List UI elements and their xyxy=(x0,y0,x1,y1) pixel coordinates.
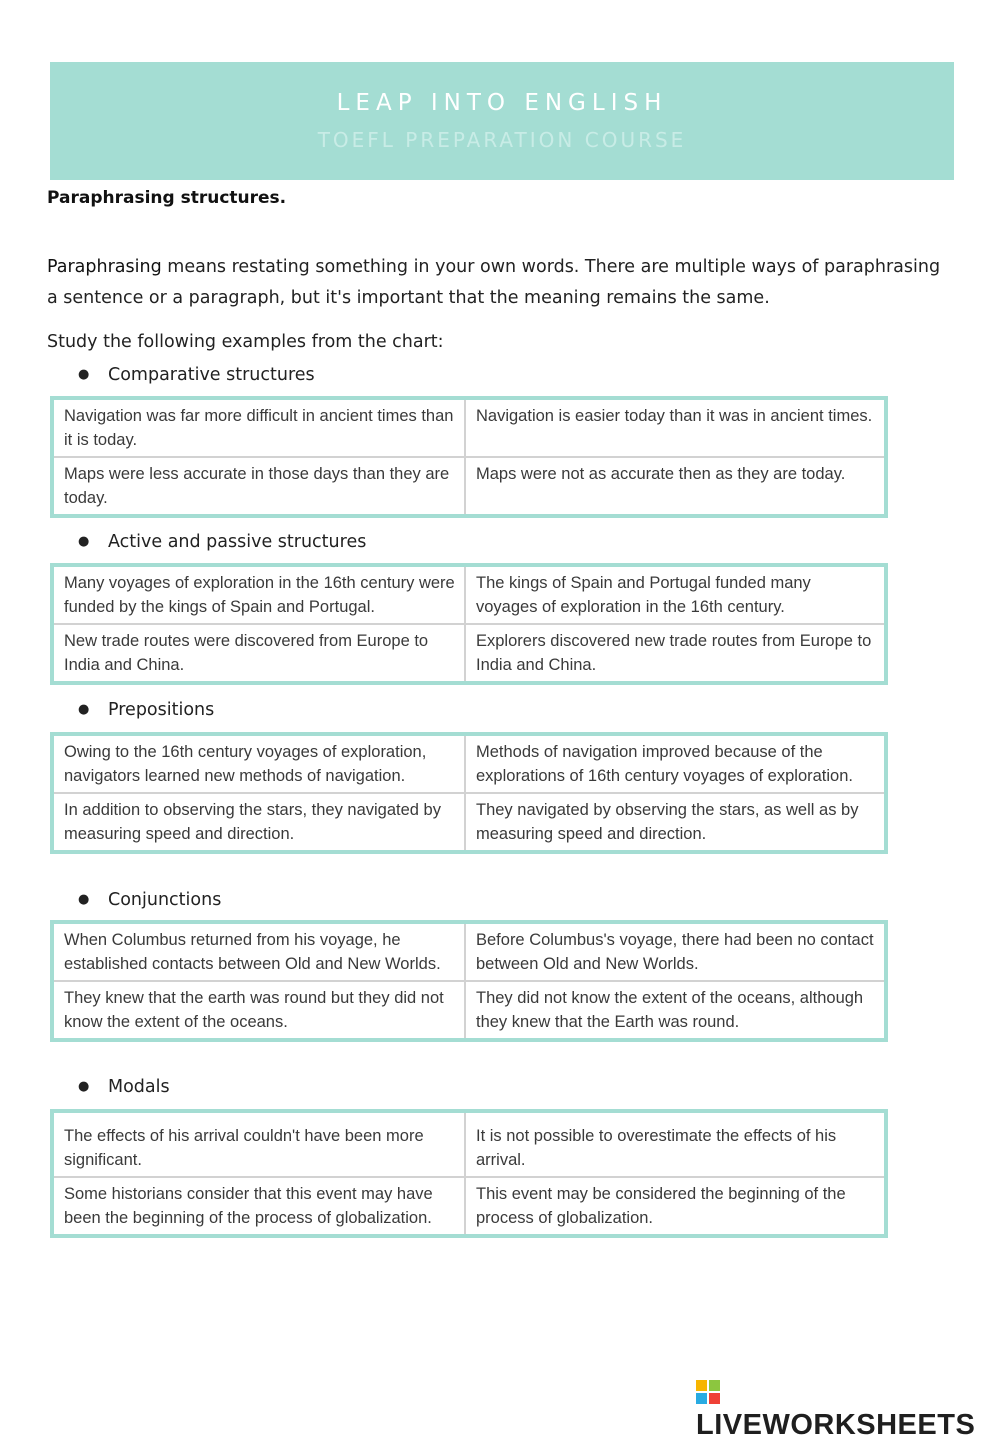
intro-text: means restating something in your own words. There are multiple ways of paraphrasing a sentence or a paragraph, but it's important that the meaning remains the same. xyxy=(47,257,941,308)
table-row xyxy=(52,981,886,1040)
paraphrased-sentence: They navigated by observing the stars, as well as by measuring speed and direction. xyxy=(465,793,886,852)
table-row xyxy=(52,1177,886,1236)
section-title-text: Modals xyxy=(108,1077,170,1097)
table-row xyxy=(52,398,886,457)
section-title xyxy=(78,365,315,385)
table-row xyxy=(52,457,886,516)
table-row xyxy=(52,565,886,624)
bullet-icon: ● xyxy=(78,367,90,382)
bullet-icon: ● xyxy=(78,702,90,717)
table-row xyxy=(52,1111,886,1177)
original-sentence: In addition to observing the stars, they navigated by measuring speed and direction. xyxy=(52,793,465,852)
section-title-text: Conjunctions xyxy=(108,890,222,910)
liveworksheets-logo xyxy=(696,1376,1000,1442)
paraphrased-sentence: Maps were not as accurate then as they are today. xyxy=(465,457,886,516)
paraphrased-sentence: The kings of Spain and Portugal funded many voyages of exploration in the 16th century. xyxy=(465,565,886,624)
table-row xyxy=(52,793,886,852)
original-sentence: Navigation was far more difficult in ancient times than it is today. xyxy=(52,398,465,457)
logo-text: LIVEWORKSHEETS xyxy=(696,1409,976,1441)
example-table xyxy=(50,1109,888,1238)
section-title-text: Active and passive structures xyxy=(108,532,367,552)
original-sentence: When Columbus returned from his voyage, he established contacts between Old and New Worlds. xyxy=(52,922,465,981)
original-sentence: Many voyages of exploration in the 16th century were funded by the kings of Spain and Portugal. xyxy=(52,565,465,624)
section-title-text: Comparative structures xyxy=(108,365,315,385)
header-banner xyxy=(50,62,954,180)
intro-paragraph xyxy=(47,252,947,314)
original-sentence: Maps were less accurate in those days than they are today. xyxy=(52,457,465,516)
section-title xyxy=(78,700,214,720)
section-title-text: Prepositions xyxy=(108,700,215,720)
original-sentence: New trade routes were discovered from Europe to India and China. xyxy=(52,624,465,683)
original-sentence: They knew that the earth was round but they did not know the extent of the oceans. xyxy=(52,981,465,1040)
original-sentence: Owing to the 16th century voyages of exploration, navigators learned new methods of navigation. xyxy=(52,734,465,793)
bullet-icon: ● xyxy=(78,534,90,549)
table-row xyxy=(52,734,886,793)
bullet-icon: ● xyxy=(78,892,90,907)
example-table xyxy=(50,732,888,854)
intro-term: Paraphrasing xyxy=(47,257,162,277)
section-title xyxy=(78,532,366,552)
banner-title: LEAP INTO ENGLISH xyxy=(336,90,668,116)
study-label: Study the following examples from the chart: xyxy=(47,332,444,352)
paraphrased-sentence: It is not possible to overestimate the effects of his arrival. xyxy=(465,1111,886,1177)
section-title xyxy=(78,890,221,910)
original-sentence: The effects of his arrival couldn't have been more significant. xyxy=(52,1111,465,1177)
bullet-icon: ● xyxy=(78,1079,90,1094)
example-table xyxy=(50,563,888,685)
example-table xyxy=(50,920,888,1042)
paraphrased-sentence: Before Columbus's voyage, there had been no contact between Old and New Worlds. xyxy=(465,922,886,981)
table-row xyxy=(52,922,886,981)
paraphrased-sentence: Methods of navigation improved because of the explorations of 16th century voyages of exploration. xyxy=(465,734,886,793)
banner-subtitle: TOEFL PREPARATION COURSE xyxy=(317,128,687,152)
paraphrased-sentence: They did not know the extent of the oceans, although they knew that the Earth was round. xyxy=(465,981,886,1040)
table-row xyxy=(52,624,886,683)
liveworksheets-logo-icon xyxy=(696,1380,720,1404)
paraphrased-sentence: This event may be considered the beginning of the process of globalization. xyxy=(465,1177,886,1236)
example-table xyxy=(50,396,888,518)
section-title xyxy=(78,1077,170,1097)
paraphrased-sentence: Explorers discovered new trade routes from Europe to India and China. xyxy=(465,624,886,683)
original-sentence: Some historians consider that this event may have been the beginning of the process of globalization. xyxy=(52,1177,465,1236)
page-title: Paraphrasing structures. xyxy=(47,188,287,208)
paraphrased-sentence: Navigation is easier today than it was in ancient times. xyxy=(465,398,886,457)
